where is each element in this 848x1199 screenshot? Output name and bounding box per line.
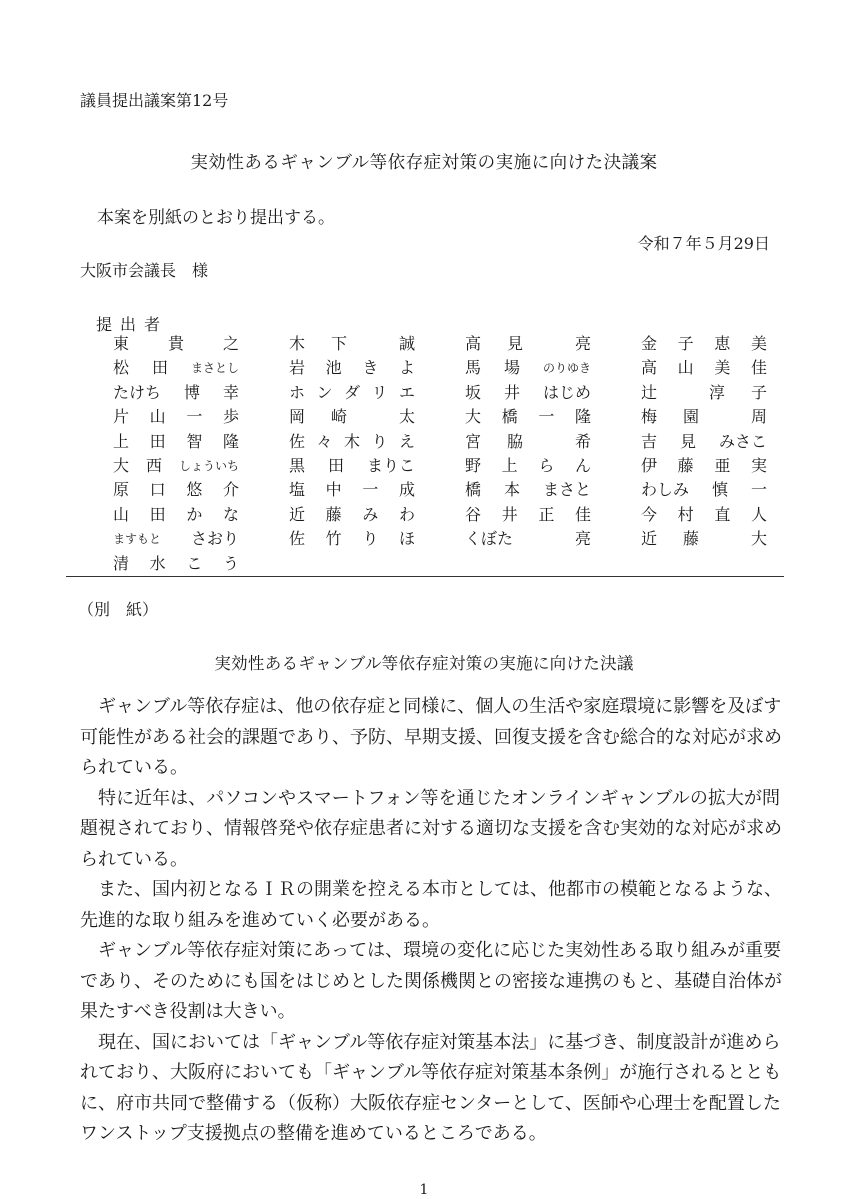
submitter-name-part: 之 [222,334,239,353]
body-line: 特に近年は、パソコンやスマートフォン等を通じたオンラインギャンブルの拡大が問 [80,787,780,809]
submitter-name-part: 清 [113,553,130,573]
submitter-name-part: う [222,553,239,573]
submitter-name-part: エ [398,382,415,402]
submitter-name-part: 黒 [289,455,306,475]
submitter-name [465,381,591,405]
submitter-name-part: 池 [325,358,342,378]
submitter-name-part: 谷 [465,504,482,524]
submitter-name [465,527,591,551]
submitter-name-part: 岩 [289,358,306,378]
submitter-name-part: 貴 [167,334,184,353]
submitter-name-part: 藤 [677,455,694,475]
submitter-name-part: 西 [145,455,162,475]
submitter-name [465,454,591,478]
resolution-title: 実効性あるギャンブル等依存症対策の実施に向けた決議 [214,654,634,673]
submitter-name-part: 佐 [289,431,306,451]
submitter-name-part: 木 [289,334,306,353]
submitter-name [641,356,767,380]
submitter-name-part: 成 [398,480,415,500]
submitter-name-part: 橋 [465,480,482,500]
body-line: ギャンブル等依存症は、他の依存症と同様に、個人の生活や家庭環境に影響を及ぼす [80,696,782,717]
submitter-name-part: まさとし [190,361,239,376]
submitter-name-part: か [186,504,203,524]
submitter-name [113,527,239,551]
submitter-name-part: 一 [362,480,379,500]
submitter-name [289,356,415,380]
submitters-list [113,332,778,576]
submitter-name-part: 実 [750,455,767,475]
body-line: 可能性がある社会的課題であり、予防、早期支援、回復支援を含む総合的な対応が求め [80,726,782,748]
body-line: られている。 [80,757,188,778]
submitter-name [289,454,415,478]
submitter-name-part: 正 [538,504,555,524]
submitter-name-part: 隆 [222,431,239,451]
submitter-name-part: 上 [501,455,518,475]
submitter-name-part: 井 [503,382,520,402]
submitter-name-part: 木 [343,431,360,451]
submitter-name-part: ン [316,382,333,402]
submitter-name-part: ますもと [113,532,162,547]
submitter-name-part: 子 [750,382,767,402]
submitter-name-part: な [222,504,239,524]
submitter-name-part: 村 [677,504,694,524]
submitter-name-part: 田 [327,455,344,475]
submitter-name [641,430,767,454]
body-line: 果たすべき役割は大きい。 [80,1001,296,1022]
submitter-name [289,430,415,454]
submitter-name [289,405,415,429]
submitter-name-part: 場 [503,358,520,378]
submitter-name-part: 高 [641,358,658,378]
divider [66,576,784,577]
submitter-name-part: 々 [316,431,333,451]
submitter-name-part: 太 [398,407,415,427]
body-line: 題視されており、情報啓発や依存症患者に対する適切な支援を含む実効的な対応が求め [80,818,782,839]
submitter-name-part: 坂 [465,382,482,402]
submitter-name-part: 崎 [331,407,348,427]
submitter-name [289,527,415,551]
submitter-name-part: 一 [538,407,555,427]
submitter-name-part: 田 [149,504,166,524]
submitter-name-part: わしみ [641,480,690,500]
submitter-name-part: 智 [186,431,203,451]
submitter-name-part: 橋 [501,407,518,427]
submitter-name [465,430,591,454]
submitter-name [641,332,767,356]
submitter-name-part: 美 [750,334,767,353]
resolution-body [80,692,780,1150]
submitter-name-part: さおり [190,529,239,549]
submitter-name-part: ら [538,455,555,475]
submitter-name [289,503,415,527]
submitter-name-part: 田 [149,431,166,451]
submitter-name-part: 藤 [683,529,700,549]
submitter-name-part: まさと [542,480,591,500]
submitter-name-part: き [362,358,379,378]
submitter-name-part: 高 [465,334,482,353]
document-title: 実効性あるギャンブル等依存症対策の実施に向けた決議案 [190,153,658,173]
page-number: 1 [419,1182,429,1198]
submitter-name [289,332,415,356]
submitter-name-part: 東 [113,334,130,353]
submitter-name-part: 亮 [574,529,591,549]
submitter-name [113,552,239,576]
submitter-name-part: 隆 [574,407,591,427]
submitter-name-part: 今 [641,504,658,524]
submitter-name [465,356,591,380]
submitter-name-part: 歩 [222,407,239,427]
submitter-name-part: ダ [343,382,360,402]
body-line: ワンストップ支援拠点の整備を進めているところである。 [80,1123,547,1144]
submitter-name-part: 梅 [641,407,658,427]
submitter-name [113,381,239,405]
submitter-name-part: 近 [289,504,306,524]
submitter-name-part: 馬 [465,358,482,378]
submitter-name [641,503,767,527]
submitter-name [113,356,239,380]
body-line: れており、大阪府においても「ギャンブル等依存症対策基本条例」が施行されるととも [80,1062,782,1083]
body-line: に、府市共同で整備する（仮称）大阪依存症センターとして、医師や心理士を配置した [80,1092,781,1114]
submitter-name [113,430,239,454]
submitter-name [641,405,767,429]
submitter-name-part: 一 [750,480,767,500]
submitter-name-part: はじめ [542,382,591,402]
submitter-name-part: 佳 [574,504,591,524]
submitter-name-part: こ [186,553,203,573]
submitter-name [289,478,415,502]
submitter-name-part: 山 [677,358,694,378]
body-line: であり、そのためにも国をはじめとした関係機関との密接な連携のもと、基礎自治体が [80,970,782,992]
submitter-name-part: 美 [714,358,731,378]
submitter-name [465,405,591,429]
submitter-name [113,503,239,527]
submitter-name-part: みさこ [718,431,767,451]
submitter-name-part: 周 [750,407,767,427]
submitter-name-part: のりゆき [542,361,591,376]
submitter-name-part: しょういち [178,458,239,473]
submitter-name-part: 本 [503,480,520,500]
body-line: 先進的な取り組みを進めていく必要がある。 [80,909,440,931]
submitter-name-part: 金 [641,334,658,353]
submitter-name-part: 介 [222,480,239,500]
bill-number: 議員提出議案第12号 [80,91,229,110]
submitter-name-part: 希 [574,431,591,451]
submitter-name-part: 佳 [750,358,767,378]
submitter-name-part: 大 [465,407,482,427]
submitter-name-part: 見 [679,431,696,451]
submitter-name-part: 塩 [289,480,306,500]
submitter-name [465,503,591,527]
body-line: 現在、国においては「ギャンブル等依存症対策基本法」に基づき、制度設計が進めら [80,1031,781,1053]
submitter-name-part: 下 [331,334,348,353]
submitter-name-part: 松 [113,358,130,378]
submitter-name-part: え [398,431,415,451]
submitter-name-part: たけち [113,382,162,402]
submitter-name-part: 見 [507,334,524,353]
submitter-name [465,332,591,356]
submitter-name-part: 脇 [507,431,524,451]
submitter-name-part: 岡 [289,407,306,427]
submitter-name-part: 近 [641,529,658,549]
submitter-name [641,527,767,551]
submitter-name-part: 上 [113,431,130,451]
submitter-name [641,454,767,478]
submitter-name [641,478,767,502]
submitter-name-part: 吉 [641,431,658,451]
submitter-name [465,478,591,502]
submitter-name-part: ほ [398,529,415,549]
submitter-name-part: 大 [113,455,130,475]
submitter-name-part: 原 [113,480,130,500]
submitter-name-part: 口 [149,480,166,500]
attachment-label: （別 紙） [78,600,159,619]
submitter-name [113,332,239,356]
submitter-name-part: 悠 [186,480,203,500]
submitter-name-part: 大 [750,529,767,549]
submitter-name-part: 亮 [574,334,591,353]
submit-statement: 本案を別紙のとおり提出する。 [97,208,335,228]
submitter-name [641,381,767,405]
submitter-name-part: り [371,431,388,451]
submitter-name-part: 一 [186,407,203,427]
body-line: また、国内初となるＩＲの開業を控える本市としては、他都市の模範となるような、 [80,879,782,900]
submitter-name-part: わ [398,504,415,524]
submitter-name [113,405,239,429]
submitter-name-part: 園 [683,407,700,427]
submission-date: 令和７年５月29日 [637,234,770,253]
submitter-name [113,478,239,502]
submitter-name-part: 直 [714,504,731,524]
submitters-label: 提出者 [96,315,169,334]
submitter-name-part: 誠 [398,334,415,353]
addressee: 大阪市会議長 様 [80,261,209,280]
submitter-name-part: 宮 [465,431,482,451]
submitter-name-part: リ [371,382,388,402]
submitter-name-part: 辻 [641,382,658,402]
submitter-name-part: 片 [113,407,130,427]
submitter-name-part: ホ [289,382,306,402]
submitter-name-part: くぼた [465,529,514,549]
submitter-name-part: 人 [750,504,767,524]
submitter-name-part: まりこ [366,455,415,475]
submitter-name-part: 中 [325,480,342,500]
submitter-name-part: 野 [465,455,482,475]
submitter-name [113,454,239,478]
body-line: ギャンブル等依存症対策にあっては、環境の変化に応じた実効性ある取り組みが重要 [80,940,782,961]
submitter-name [289,381,415,405]
submitter-name-part: 井 [501,504,518,524]
submitter-name-part: 水 [149,553,166,573]
submitter-name-part: 亜 [714,455,731,475]
submitter-name-part: 慎 [711,480,728,500]
submitter-name-part: 田 [151,358,168,378]
submitter-name-part: 山 [113,504,130,524]
submitter-name-part: 幸 [222,382,239,402]
submitter-name-part: 山 [149,407,166,427]
submitter-name-part: り [362,529,379,549]
submitter-name-part: 竹 [325,529,342,549]
submitter-name-part: 恵 [714,334,731,353]
submitter-name-part: 佐 [289,529,306,549]
submitter-name-part: 伊 [641,455,658,475]
submitter-name-part: 淳 [708,382,725,402]
body-line: られている。 [80,848,188,870]
submitter-name-part: 博 [183,382,200,402]
submitter-name-part: み [362,504,379,524]
submitter-name-part: ん [574,455,591,475]
submitter-name-part: 藤 [325,504,342,524]
submitter-name-part: 子 [677,334,694,353]
submitter-name-part: よ [398,358,415,378]
